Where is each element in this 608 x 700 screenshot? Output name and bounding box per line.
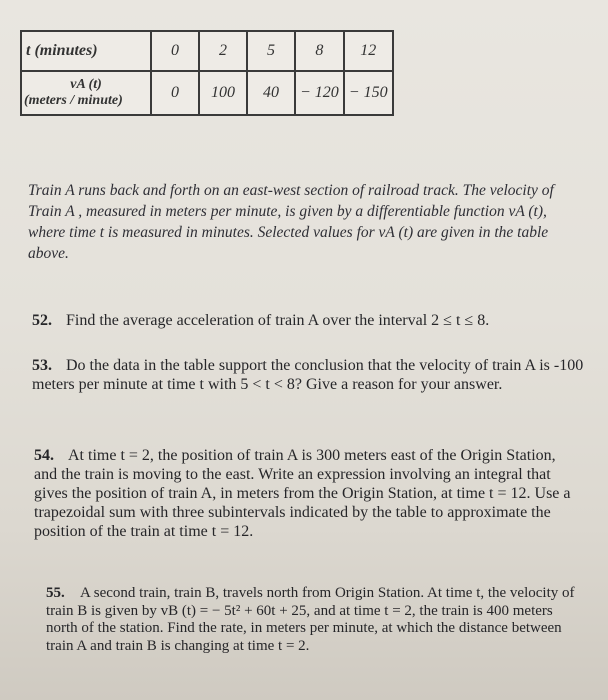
velocity-cell: 100 xyxy=(199,71,247,115)
question-54 xyxy=(34,446,574,541)
velocity-header-symbol: vA (t) xyxy=(70,77,102,92)
velocity-header xyxy=(21,71,151,115)
velocity-header-units: (meters / minute) xyxy=(24,93,123,108)
time-cell: 2 xyxy=(199,31,247,71)
velocity-table xyxy=(20,30,394,116)
time-row xyxy=(21,31,393,71)
question-number: 54. xyxy=(34,447,54,464)
velocity-cell: 40 xyxy=(247,71,295,115)
velocity-cell: 0 xyxy=(151,71,199,115)
question-number: 53. xyxy=(32,357,52,374)
time-cell: 0 xyxy=(151,31,199,71)
question-number: 52. xyxy=(32,312,52,329)
question-52 xyxy=(32,311,592,330)
question-55 xyxy=(46,585,576,655)
time-cell: 5 xyxy=(247,31,295,71)
question-53 xyxy=(32,356,597,394)
time-cell: 12 xyxy=(344,31,393,71)
time-header: t (minutes) xyxy=(21,31,151,71)
velocity-row xyxy=(21,71,393,115)
question-number: 55. xyxy=(46,585,65,601)
question-text: A second train, train B, travels north from Origin Station. At time t, the velocity of train B is given by vB (t) = − 5t² + 60t + 25, and at time t = 2, the train is 400 meters north of the station. Find the rate, in meters per minute, at which the distance between train A and train B is changing at time t = 2. xyxy=(46,585,575,654)
time-cell: 8 xyxy=(295,31,344,71)
velocity-cell: − 150 xyxy=(344,71,393,115)
question-text: Do the data in the table support the conclusion that the velocity of train A is -100 meters per minute at time t with 5 < t < 8? Give a reason for your answer. xyxy=(32,357,584,393)
question-text: At time t = 2, the position of train A is 300 meters east of the Origin Station, and the train is moving to the east. Write an expression involving an integral that gives the position of train A, in meters from the Origin Station, at time t = 12. Use a trapezoidal sum with three subintervals indicated by the table to approximate the position of the train at time t = 12. xyxy=(34,447,571,540)
velocity-cell: − 120 xyxy=(295,71,344,115)
problem-intro: Train A runs back and forth on an east-west section of railroad track. The velocity of Train A , measured in meters per minute, is given by a differentiable function vA (t), where time t is measured in minutes. Selected values for vA (t) are given in the table above. xyxy=(28,182,554,262)
question-text: Find the average acceleration of train A over the interval 2 ≤ t ≤ 8. xyxy=(66,312,490,329)
